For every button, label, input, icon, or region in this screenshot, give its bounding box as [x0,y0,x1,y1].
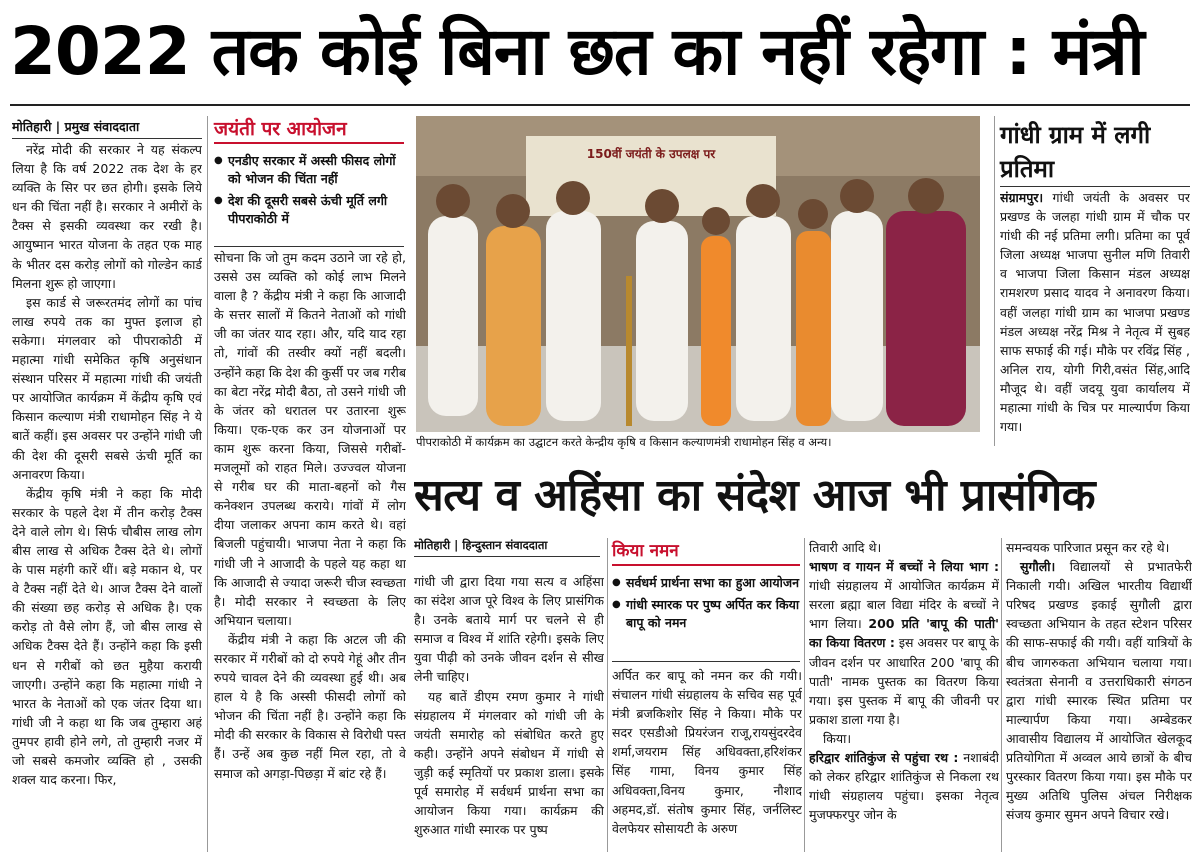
photo-caption: पीपराकोठी में कार्यक्रम का उद्घाटन करते केन्द्रीय कृषि व किसान कल्याणमंत्री राधामोहन सिंह व अन्य। [416,435,832,449]
middle-column-body [214,248,406,852]
info-box-naman-bullet: ● गांधी स्मारक पर पुष्प अर्पित कर किया बापू को नमन [612,596,800,632]
column-divider [607,538,608,852]
second-story-col-3 [809,538,999,854]
side-story-rule [1000,186,1190,187]
second-headline: सत्य व अहिंसा का संदेश आज भी प्रासंगिक [414,470,1096,521]
column-divider [804,538,805,852]
photo-banner-text: 150वीं जयंती के उपलक्ष पर [586,147,716,161]
column-divider [1001,538,1002,852]
col3-text-b: गांधी संग्रहालय में आयोजित कार्यक्रम में सरला ब्रह्मा बाल विद्या मंदिर के बच्चों ने भाग लिया। [809,578,999,632]
second-story-col-4 [1006,538,1192,854]
col3-para-d: किया। [823,730,852,746]
col3-text-e: नशाबंदी को लेकर हरिद्वार शांतिकुंज से निकला रथ गांधी संग्रहालय पहुंचा। इसका नेतृत्व मुजफ्फरपुर जोन के [809,750,999,823]
left-story-byline: मोतिहारी | प्रमुख संवाददाता [12,118,202,139]
side-story-body [1000,188,1190,444]
info-box-bullet: ● एनडीए सरकार में अस्सी फीसद लोगों को भोजन की चिंता नहीं [214,152,404,188]
event-photo [416,116,980,432]
second-story-byline: मोतिहारी | हिन्दुस्तान संवाददाता [414,538,600,557]
col4-para-b [1006,557,1192,824]
info-box-title: जयंती पर आयोजन [214,116,404,144]
left-story-para-1: नरेंद्र मोदी की सरकार ने यह संकल्प लिया है कि वर्ष 2022 तक देश के हर व्यक्ति के सिर पर छत होगी। इसके लिये धन की चिंता नहीं है। सरकार ने अमीरों के टैक्स से इसकी व्यवस्था कर रखी है। आयुष्मान भारत योजना के तहत एक माह के भीतर दस करोड़ लोगों को गोल्डेन कार्ड मिलना शुरू हो जाएगा। [12,142,202,291]
second-story-col-1 [414,572,604,854]
side-story-text: गांधी जयंती के अवसर पर प्रखण्ड के जलहा गांधी ग्राम में चौक पर गांधी की नई प्रतिमा लगी। प्रतिमा का पूर्व जिला अध्यक्ष भाजपा सुनील मणि तिवारी व भाजपा जिला किसान मंडल अध्यक्ष रामशरण प्रसाद यादव ने अनावरण किया। वहीं जलहा गांधी ग्राम का भाजपा प्रखण्ड मंडल अध्यक्ष नरेंद्र मिश्र ने नेतृत्व में सुबह साफ सफाई की गई। मौके पर रविंद्र सिंह , अनिल राय, योगी गिरी,वसंत सिंह,आदि मौजूद थे। वहीं जदयू युवा कार्यालय में महात्मा गांधी के चित्र पर माल्यार्पण किया गया। [1000,190,1190,435]
second-story-col2-text: अर्पित कर बापू को नमन कर की गयी। संचालन गांधी संग्रहालय के सचिव सह पूर्व मंत्री ब्रजकिशोर सिंह ने किया। मौके पर सदर एसडीओ प्रियरंजन राजू,रायसुंदरदेव शर्मा,जयराम सिंह अधिवक्ता,हरिशंकर सिंह गामा, विनय कुमार सिंह अधिवक्ता,विनय कुमार, नौशाद अहमद,डॉ. संतोष कुमार सिंह, जर्नलिस्ट वेलफेयर सोसायटी के अरुण [612,668,802,836]
side-story-title: गांधी ग्राम में लगी प्रतिमा [1000,121,1151,183]
headline-rule [10,104,1190,106]
left-story-body [12,140,202,852]
col3-subhead-1: भाषण व गायन में बच्चों ने लिया भाग : [809,559,999,575]
col4-dateline: सुगौली। [1020,559,1056,575]
col4-text-b: विद्यालयों से प्रभातफेरी निकाली गयी। अखिल भारतीय विद्यार्थी परिषद प्रखण्ड इकाई सुगौली द्वारा स्वच्छता अभियान के तहत स्टेशन परिसर की साफ-सफाई की गयी। वहीं यात्रियों के बीच जागरुकता अभियान चलाया गया। स्वतंत्रता सेनानी व उत्तराधिकारी संगठन द्वारा गांधी स्मारक स्थित प्रतिमा पर माल्यार्पण किया गया। अम्बेडकर आवासीय विद्यालय में आयोजित खेलकूद प्रतियोगिता में अव्वल आये छात्रों के बीच पुरस्कार वितरण किया गया। इस मौके पर मुख्य अतिथि पुलिस अंचल निरीक्षक संजय कुमार सुमन अपने विचार रखे। [1006,559,1192,823]
col3-para-e [809,748,999,824]
col3-text-c: इस अवसर पर बापू के जीवन दर्शन पर आधारित 200 'बापू की पाती' नामक पुस्तक का वितरण किया गया। इस पुस्तक में बापू की जीवनी पर प्रकाश डाला गया है। [809,635,999,727]
col3-para-a: तिवारी आदि थे। [809,540,882,555]
box-rule [214,246,404,247]
second-story-col-2 [612,666,802,854]
column-divider [994,116,995,446]
info-box-naman-bullet: ● सर्वधर्म प्रार्थना सभा का हुआ आयोजन [612,574,800,592]
middle-column-para-2: केंद्रीय मंत्री ने कहा कि अटल जी की सरकार में गरीबों को दो रुपये गेहूं और तीन रुपये चावल देने की व्यवस्था हुई थी। अब हाल ये है कि अस्सी फीसदी लोगों को भोजन की चिंता नहीं है। उन्होंने कहा कि मोदी की सरकार के विकास से विरोधी पस्त हैं। उन्हें अब कुछ नहीं मिल रहा, तो वे समाज को अगड़ा-पिछड़ा में बांट रहे हैं। [214,631,406,781]
main-headline: 2022 तक कोई बिना छत का नहीं रहेगा : मंत्री [10,13,1144,90]
event-photo-illustration [416,116,980,432]
info-box-naman [612,538,800,662]
col3-para-b [809,557,999,729]
left-story-para-2: इस कार्ड से जरूरतमंद लोगों का पांच लाख रुपये तक का मुफ्त इलाज हो सकेगा। मंगलवार को पीपराकोठी में महात्मा गांधी समेकित कृषि अनुसंधान संस्थान परिसर में महात्मा गांधी की जयंती पर आयोजित कार्यक्रम में केंद्रीय कृषि एवं किसान कल्याण मंत्री राधामोहन सिंह ने ये बातें कहीं। इस अवसर पर उन्होंने गांधी जी की देश की दूसरी सबसे ऊंची मूर्ति का अनावरण किया। [12,294,202,482]
col4-para-a: समन्वयक पारिजात प्रसून कर रहे थे। [1006,540,1170,555]
second-story-para-1: गांधी जी द्वारा दिया गया सत्य व अहिंसा का संदेश आज पूरे विश्व के लिए प्रासंगिक है। उनके बताये मार्ग पर चलने से ही समाज व विश्व में शांति रहेगी। इसके लिए युवा पीढ़ी को उनके जीवन दर्शन से सीख लेनी चाहिए। [414,574,604,685]
second-story-para-2: यह बातें डीएम रमण कुमार ने गांधी संग्रहालय में मंगलवार को गांधी जी के जयंती समारोह को संबोधित करते हुए कही। उन्होंने अपने संबोधन में गांधी से जुड़ी कई स्मृतियों पर प्रकाश डाला। इसके पूर्व समारोह में सर्वधर्म प्रार्थना सभा का आयोजन किया गया। कार्यक्रम की शुरुआत गांधी स्मारक पर पुष्प [414,688,604,838]
side-story-dateline: संग्रामपुर। [1000,190,1044,205]
col3-subhead-3: हरिद्वार शांतिकुंज से पहुंचा रथ : [809,750,959,766]
middle-column-para-1: सोचना कि जो तुम कदम उठाने जा रहे हो, उससे उस व्यक्ति को कोई लाभ मिलने वाला है ? केंद्रीय मंत्री ने कहा कि आजादी के सत्तर सालों में कितने नेताओं को गांधी जी का जंतर याद रहा। और, यदि याद रहा तो, गांवों की तस्वीर क्यों नहीं बदली। उन्होंने कहा कि देश की कुर्सी पर जब गरीब का बेटा नरेंद्र मोदी बैठा, तो उसने गांधी जी के जंतर को धरातल पर उतारना शुरू किया। एक-एक कर उन योजनाओं पर काम शुरू करना किया, जिससे गरीबों-मजलूमों को राहत मिले। उज्ज्वल योजना से गरीब घर की माता-बहनों को गैस कनेक्शन उपलब्ध कराये। गांवों में लोग दीया जलाकर अपना काम करते थे। वहां बिजली पहुंचायी। भाजपा नेता ने कहा कि गांधी जी ने आजादी के पहले यह कहा था कि आजादी से ज्यादा जरूरी चीज स्वच्छता है। मोदी सरकार ने स्वच्छता के लिए अभियान चलाया। [214,250,406,628]
info-box-jayanti [214,116,404,246]
info-box-naman-title: किया नमन [612,538,800,566]
column-divider [207,116,208,852]
col3-subhead-2: 200 प्रति 'बापू की पाती' का किया वितरण : [809,616,999,651]
info-box-bullet: ● देश की दूसरी सबसे ऊंची मूर्ति लगी पीपराकोठी में [214,192,404,228]
left-story-para-3: केंद्रीय कृषि मंत्री ने कहा कि मोदी सरकार के पहले देश में तीन करोड़ टैक्स देने वाले लोग थे। सिर्फ चौबीस लाख लोग बीस लाख से अधिक टैक्स देते थे। लोगों के पास महंगी कारें थीं। बड़े मकान थे, पर वे टैक्स नहीं देते थे। आज टैक्स देने वालों की संख्या छह करोड़ से अधिक है। एक करोड़ तो वैसे लोग हैं, जो बीस लाख से अधिक टैक्स देते हैं। उन्होंने कहा कि इसी धन से गरीबों को छत मुहैया करायी जाएगी। उन्होंने कहा कि महात्मा गांधी ने भारत के नेताओं को एक जंतर दिया था। गांधी जी ने कहा था कि जब तुम्हारा अहं तुमपर हावी होने लगे, तो तुम्हारी नजर में जो सबसे कमजोर व्यक्ति हो , उसकी शक्ल याद करना। फिर, [12,485,202,788]
